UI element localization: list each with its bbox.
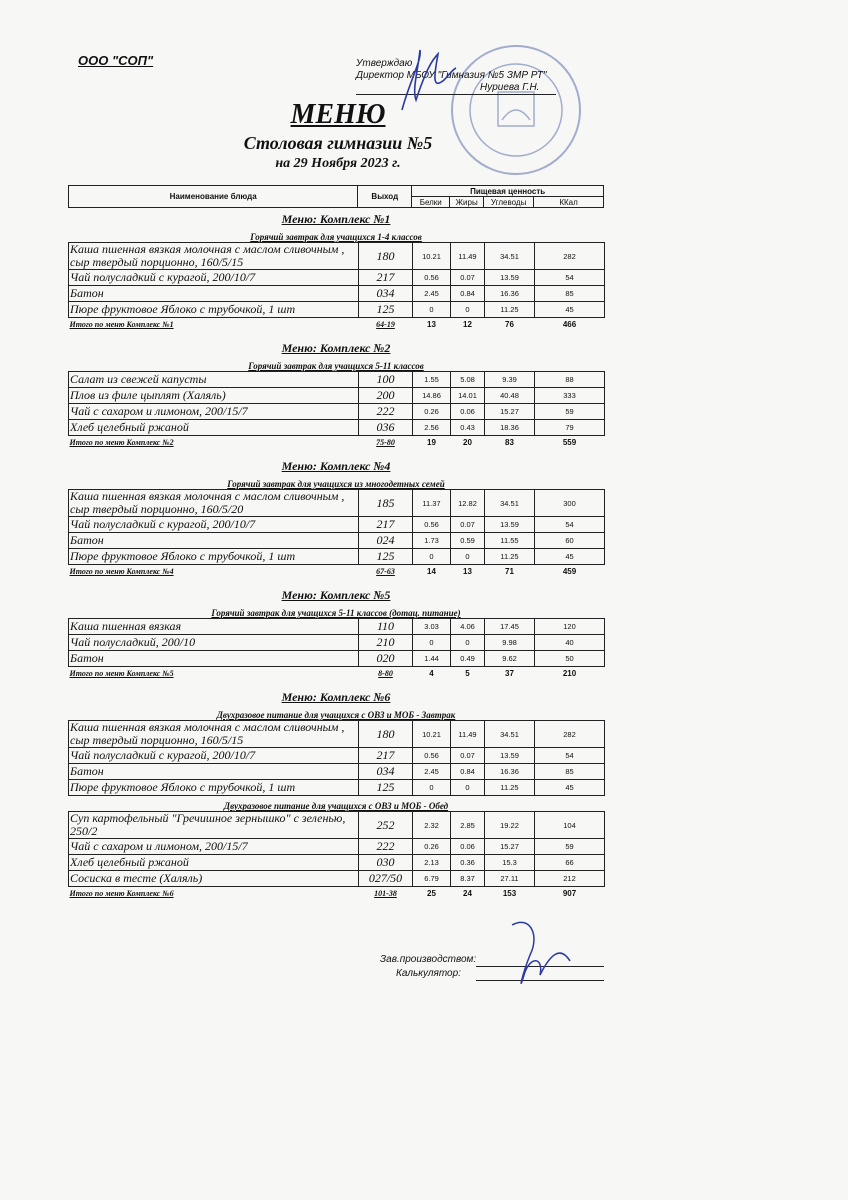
organization-name: ООО "СОП" <box>78 53 154 68</box>
cell-output: 200 <box>359 388 413 404</box>
total-protein: 13 <box>427 320 436 329</box>
cell-output: 030 <box>359 855 413 871</box>
cell-protein: 14.86 <box>413 388 451 404</box>
cell-protein: 0.26 <box>413 404 451 420</box>
cell-output: 217 <box>359 748 413 764</box>
cell-dish: Батон <box>69 286 359 302</box>
table-row <box>69 388 605 404</box>
menu-table <box>68 242 605 331</box>
cell-protein: 2.13 <box>413 855 451 871</box>
cell-kcal: 120 <box>535 619 605 635</box>
cell-protein: 6.79 <box>413 871 451 887</box>
cell-carbs: 9.98 <box>485 635 535 651</box>
menu-table <box>68 371 605 449</box>
table-row <box>69 635 605 651</box>
cell-dish: Чай полусладкий с курагой, 200/10/7 <box>69 270 359 286</box>
total-output: 75-80 <box>376 438 395 447</box>
table-row <box>69 302 605 318</box>
page-subtitle: Столовая гимназии №5 <box>243 133 433 153</box>
cell-output: 034 <box>359 286 413 302</box>
complex-title: Меню: Комплекс №4 <box>281 459 391 473</box>
cell-protein: 0 <box>413 302 451 318</box>
total-fat: 13 <box>463 567 472 576</box>
cell-fat: 2.85 <box>451 812 485 839</box>
cell-protein: 2.32 <box>413 812 451 839</box>
total-protein: 25 <box>427 889 436 898</box>
cell-fat: 11.49 <box>451 721 485 748</box>
cell-protein: 2.45 <box>413 286 451 302</box>
cell-carbs: 16.36 <box>485 764 535 780</box>
cell-output: 110 <box>359 619 413 635</box>
total-row <box>69 565 605 579</box>
cell-carbs: 13.59 <box>485 270 535 286</box>
cell-fat: 4.06 <box>451 619 485 635</box>
table-row <box>69 855 605 871</box>
cell-carbs: 27.11 <box>485 871 535 887</box>
table-row <box>69 721 605 748</box>
table-header <box>68 185 604 208</box>
cell-dish: Хлеб целебный ржаной <box>69 855 359 871</box>
cell-output: 180 <box>359 243 413 270</box>
cell-protein: 0.56 <box>413 748 451 764</box>
total-row <box>69 318 605 332</box>
group-title: Двухразовое питание для учащихся с ОВЗ и МОБ - Обед <box>223 801 449 811</box>
total-label: Итого по меню Комплекс №1 <box>69 320 174 329</box>
menu-body <box>68 212 604 900</box>
cell-fat: 0 <box>451 780 485 796</box>
cell-dish: Пюре фруктовое Яблоко с трубочкой, 1 шт <box>69 780 359 796</box>
cell-output: 222 <box>359 404 413 420</box>
table-row <box>69 780 605 796</box>
cell-carbs: 11.25 <box>485 302 535 318</box>
group-title: Горячий завтрак для учащихся 5-11 классов <box>248 361 424 371</box>
complex-title: Меню: Комплекс №1 <box>281 212 391 226</box>
cell-kcal: 333 <box>535 388 605 404</box>
cell-fat: 8.37 <box>451 871 485 887</box>
cell-output: 125 <box>359 549 413 565</box>
cell-fat: 11.49 <box>451 243 485 270</box>
total-protein: 14 <box>427 567 436 576</box>
cell-dish: Салат из свежей капусты <box>69 372 359 388</box>
cell-protein: 10.21 <box>413 721 451 748</box>
total-row <box>69 436 605 450</box>
cell-output: 024 <box>359 533 413 549</box>
cell-dish: Батон <box>69 764 359 780</box>
cell-dish: Чай с сахаром и лимоном, 200/15/7 <box>69 404 359 420</box>
cell-dish: Каша пшенная вязкая молочная с маслом сливочным , сыр твердый порционно, 160/5/15 <box>69 721 359 748</box>
cell-dish: Сосиска в тесте (Халяль) <box>69 871 359 887</box>
cell-fat: 0.06 <box>451 839 485 855</box>
cell-dish: Пюре фруктовое Яблоко с трубочкой, 1 шт <box>69 302 359 318</box>
cell-kcal: 40 <box>535 635 605 651</box>
total-carbs: 71 <box>505 567 514 576</box>
header-protein: Белки <box>412 197 450 208</box>
table-row <box>69 404 605 420</box>
cell-kcal: 282 <box>535 721 605 748</box>
cell-kcal: 66 <box>535 855 605 871</box>
cell-dish: Чай полусладкий, 200/10 <box>69 635 359 651</box>
cell-protein: 1.55 <box>413 372 451 388</box>
cell-fat: 0.07 <box>451 748 485 764</box>
table-row <box>69 651 605 667</box>
cell-protein: 0.56 <box>413 270 451 286</box>
group-title: Горячий завтрак для учащихся из многодетных семей <box>227 479 445 489</box>
total-label: Итого по меню Комплекс №4 <box>69 567 174 576</box>
menu-table <box>68 811 605 900</box>
total-output: 101-38 <box>374 889 397 898</box>
cell-fat: 0.07 <box>451 517 485 533</box>
table-row <box>69 420 605 436</box>
cell-dish: Плов из филе цыплят (Халяль) <box>69 388 359 404</box>
cell-carbs: 15.3 <box>485 855 535 871</box>
cell-kcal: 45 <box>535 549 605 565</box>
total-row <box>69 667 605 681</box>
total-carbs: 83 <box>505 438 514 447</box>
cell-fat: 0.43 <box>451 420 485 436</box>
cell-carbs: 15.27 <box>485 404 535 420</box>
header-kcal: ККал <box>534 197 604 208</box>
cell-dish: Пюре фруктовое Яблоко с трубочкой, 1 шт <box>69 549 359 565</box>
table-row <box>69 839 605 855</box>
cell-protein: 0.56 <box>413 517 451 533</box>
cell-protein: 0 <box>413 780 451 796</box>
cell-protein: 3.03 <box>413 619 451 635</box>
total-label: Итого по меню Комплекс №2 <box>69 438 174 447</box>
cell-fat: 0.84 <box>451 764 485 780</box>
group-title: Горячий завтрак для учащихся 1-4 классов <box>250 232 422 242</box>
cell-kcal: 50 <box>535 651 605 667</box>
cell-output: 020 <box>359 651 413 667</box>
cell-kcal: 54 <box>535 270 605 286</box>
total-kcal: 466 <box>562 320 577 329</box>
total-label: Итого по меню Комплекс №6 <box>69 889 174 898</box>
cell-carbs: 9.62 <box>485 651 535 667</box>
cell-fat: 12.82 <box>451 490 485 517</box>
cell-carbs: 34.51 <box>485 721 535 748</box>
cell-dish: Каша пшенная вязкая <box>69 619 359 635</box>
cell-protein: 1.73 <box>413 533 451 549</box>
cell-kcal: 45 <box>535 780 605 796</box>
cell-kcal: 88 <box>535 372 605 388</box>
cell-protein: 2.56 <box>413 420 451 436</box>
cell-carbs: 13.59 <box>485 517 535 533</box>
complex-title: Меню: Комплекс №6 <box>281 690 391 704</box>
table-row <box>69 871 605 887</box>
total-kcal: 210 <box>562 669 577 678</box>
cell-kcal: 54 <box>535 517 605 533</box>
cell-carbs: 9.39 <box>485 372 535 388</box>
cell-fat: 0.36 <box>451 855 485 871</box>
cell-kcal: 59 <box>535 404 605 420</box>
header-carbs: Углеводы <box>484 197 534 208</box>
cell-protein: 0 <box>413 635 451 651</box>
cell-output: 222 <box>359 839 413 855</box>
header-output: Выход <box>358 186 412 208</box>
approval-line-2: Директор МБОУ "Гимназия №5 ЗМР РТ" <box>356 70 547 81</box>
header-fat: Жиры <box>450 197 484 208</box>
cell-kcal: 282 <box>535 243 605 270</box>
group-title: Двухразовое питание для учащихся с ОВЗ и МОБ - Завтрак <box>216 710 456 720</box>
table-row <box>69 490 605 517</box>
header-nutrition: Пищевая ценность <box>412 186 604 197</box>
cell-fat: 0 <box>451 635 485 651</box>
cell-output: 027/50 <box>359 871 413 887</box>
cell-protein: 11.37 <box>413 490 451 517</box>
cell-kcal: 300 <box>535 490 605 517</box>
cell-carbs: 19.22 <box>485 812 535 839</box>
table-row <box>69 372 605 388</box>
total-output: 64-19 <box>376 320 395 329</box>
table-row <box>69 812 605 839</box>
cell-dish: Каша пшенная вязкая молочная с маслом сливочным , сыр твердый порционно, 160/5/20 <box>69 490 359 517</box>
cell-protein: 0 <box>413 549 451 565</box>
cell-dish: Каша пшенная вязкая молочная с маслом сливочным , сыр твердый порционно, 160/5/15 <box>69 243 359 270</box>
approval-line-1: Утверждаю <box>356 58 413 69</box>
cell-carbs: 11.25 <box>485 780 535 796</box>
header-dish: Наименование блюда <box>69 186 358 208</box>
cell-carbs: 11.55 <box>485 533 535 549</box>
cell-fat: 0.07 <box>451 270 485 286</box>
cell-kcal: 45 <box>535 302 605 318</box>
cell-output: 252 <box>359 812 413 839</box>
cell-dish: Хлеб целебный ржаной <box>69 420 359 436</box>
total-row <box>69 887 605 901</box>
total-kcal: 559 <box>562 438 577 447</box>
calculator-signature <box>500 905 580 1005</box>
cell-carbs: 18.36 <box>485 420 535 436</box>
cell-carbs: 17.45 <box>485 619 535 635</box>
cell-output: 210 <box>359 635 413 651</box>
total-carbs: 37 <box>505 669 514 678</box>
cell-output: 034 <box>359 764 413 780</box>
cell-fat: 0 <box>451 302 485 318</box>
table-row <box>69 764 605 780</box>
cell-kcal: 54 <box>535 748 605 764</box>
total-carbs: 76 <box>505 320 514 329</box>
cell-kcal: 59 <box>535 839 605 855</box>
table-row <box>69 549 605 565</box>
cell-protein: 1.44 <box>413 651 451 667</box>
cell-output: 100 <box>359 372 413 388</box>
approver-name: Нуриева Г.Н. <box>480 82 540 93</box>
cell-protein: 2.45 <box>413 764 451 780</box>
menu-table <box>68 618 605 680</box>
table-row <box>69 243 605 270</box>
cell-dish: Чай с сахаром и лимоном, 200/15/7 <box>69 839 359 855</box>
table-row <box>69 533 605 549</box>
cell-dish: Чай полусладкий с курагой, 200/10/7 <box>69 517 359 533</box>
cell-kcal: 104 <box>535 812 605 839</box>
menu-table <box>68 489 605 578</box>
table-row <box>69 517 605 533</box>
cell-carbs: 11.25 <box>485 549 535 565</box>
total-output: 8-80 <box>378 669 393 678</box>
total-protein: 4 <box>429 669 434 678</box>
cell-kcal: 85 <box>535 286 605 302</box>
cell-kcal: 60 <box>535 533 605 549</box>
total-fat: 5 <box>465 669 470 678</box>
total-fat: 12 <box>463 320 472 329</box>
cell-fat: 5.08 <box>451 372 485 388</box>
cell-dish: Батон <box>69 651 359 667</box>
table-row <box>69 270 605 286</box>
total-fat: 24 <box>463 889 472 898</box>
cell-kcal: 212 <box>535 871 605 887</box>
group-title: Горячий завтрак для учащихся 5-11 классов (дотац. питание) <box>211 608 461 618</box>
cell-output: 036 <box>359 420 413 436</box>
table-row <box>69 619 605 635</box>
total-label: Итого по меню Комплекс №5 <box>69 669 174 678</box>
cell-dish: Батон <box>69 533 359 549</box>
cell-fat: 0 <box>451 549 485 565</box>
total-carbs: 153 <box>502 889 517 898</box>
cell-output: 125 <box>359 780 413 796</box>
cell-carbs: 34.51 <box>485 243 535 270</box>
total-protein: 19 <box>427 438 436 447</box>
cell-carbs: 34.51 <box>485 490 535 517</box>
calculator-label: Калькулятор: <box>396 968 461 979</box>
cell-protein: 10.21 <box>413 243 451 270</box>
cell-output: 125 <box>359 302 413 318</box>
cell-fat: 0.06 <box>451 404 485 420</box>
page-title: МЕНЮ <box>290 99 386 130</box>
total-kcal: 459 <box>562 567 577 576</box>
complex-title: Меню: Комплекс №2 <box>281 341 391 355</box>
cell-carbs: 16.36 <box>485 286 535 302</box>
cell-kcal: 79 <box>535 420 605 436</box>
cell-dish: Суп картофельный "Гречишное зернышко" с зеленью, 250/2 <box>69 812 359 839</box>
cell-carbs: 15.27 <box>485 839 535 855</box>
table-row <box>69 286 605 302</box>
cell-dish: Чай полусладкий с курагой, 200/10/7 <box>69 748 359 764</box>
complex-title: Меню: Комплекс №5 <box>281 588 391 602</box>
cell-output: 217 <box>359 270 413 286</box>
total-fat: 20 <box>463 438 472 447</box>
cell-carbs: 40.48 <box>485 388 535 404</box>
table-row <box>69 748 605 764</box>
cell-fat: 0.84 <box>451 286 485 302</box>
production-manager-label: Зав.производством: <box>380 954 477 965</box>
cell-fat: 0.49 <box>451 651 485 667</box>
total-kcal: 907 <box>562 889 577 898</box>
cell-output: 185 <box>359 490 413 517</box>
cell-kcal: 85 <box>535 764 605 780</box>
total-output: 67-63 <box>376 567 395 576</box>
cell-output: 217 <box>359 517 413 533</box>
menu-date: на 29 Ноября 2023 г. <box>275 156 401 171</box>
menu-table <box>68 720 605 796</box>
cell-protein: 0.26 <box>413 839 451 855</box>
cell-carbs: 13.59 <box>485 748 535 764</box>
cell-fat: 14.01 <box>451 388 485 404</box>
cell-output: 180 <box>359 721 413 748</box>
cell-fat: 0.59 <box>451 533 485 549</box>
